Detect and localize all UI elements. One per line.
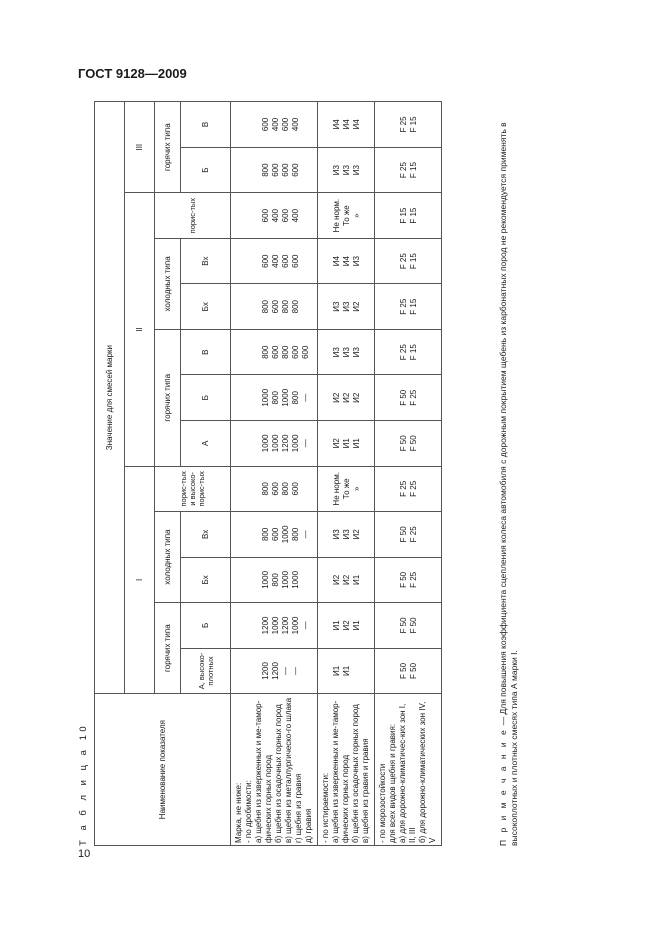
value-entry: И3: [342, 347, 351, 358]
value-entry: И4: [352, 119, 361, 130]
value-cell: [375, 375, 442, 421]
grade-2-cold-header: холодных типа: [155, 238, 181, 329]
indicator-line: - по истираемости:: [321, 772, 330, 843]
value-entry: 1000: [261, 434, 270, 453]
value-cell: [231, 329, 318, 375]
value-entry: И2: [342, 574, 351, 585]
col-a-dense: А, высоко-плотных: [181, 648, 231, 694]
col-a: А: [181, 421, 231, 467]
value-entry: F 25: [409, 571, 418, 588]
value-entry: И3: [332, 529, 341, 540]
value-entry: F 25: [399, 480, 408, 497]
value-cell: [375, 329, 442, 375]
value-entry: 600: [261, 254, 270, 268]
value-cell: [231, 375, 318, 421]
value-entry: 800: [281, 300, 290, 314]
value-entry: 800: [291, 300, 300, 314]
table-row-frost: [375, 102, 442, 846]
value-entry: 1000: [281, 525, 290, 544]
value-entry: 1000: [291, 616, 300, 635]
indicator-header: Наименование показателя: [95, 694, 231, 846]
value-entry: И1: [342, 438, 351, 449]
value-entry: —: [301, 621, 310, 630]
value-cell: [231, 147, 318, 193]
value-entry: 1000: [291, 434, 300, 453]
grade-1-header: I: [125, 466, 155, 694]
value-entry: F 15: [409, 116, 418, 133]
value-entry: И2: [352, 529, 361, 540]
value-entry: И2: [332, 574, 341, 585]
value-entry: И1: [332, 620, 341, 631]
value-entry: —: [291, 666, 300, 675]
value-entry: И1: [352, 438, 361, 449]
value-entry: И2: [352, 392, 361, 403]
value-cell: [318, 648, 375, 694]
indicator-line: а) щебня из изверженных и ме-таморфических горных пород: [254, 700, 273, 843]
value-entry: F 50: [409, 617, 418, 634]
value-entry: »: [352, 486, 361, 492]
value-cell: [318, 421, 375, 467]
value-cell: [318, 284, 375, 330]
table-caption: Т а б л и ц а 10: [78, 722, 89, 846]
grade-3-hot-header: горячих типа: [155, 102, 181, 193]
value-entry: 800: [281, 345, 290, 359]
value-cell: [231, 466, 318, 512]
value-entry: 600: [271, 482, 280, 496]
indicator-line: Марка, не ниже:: [234, 782, 243, 843]
value-entry: То же: [342, 478, 351, 500]
value-entry: Не норм.: [332, 198, 341, 233]
grade-1-hot-header: горячих типа: [155, 603, 181, 694]
value-entry: —: [281, 666, 290, 675]
value-cell: [231, 557, 318, 603]
value-cell: [231, 603, 318, 649]
values-header: Значение для смесей марки: [95, 102, 125, 694]
value-entry: F 25: [409, 389, 418, 406]
value-entry: F 50: [399, 526, 408, 543]
value-cell: [231, 238, 318, 284]
value-entry: И1: [352, 620, 361, 631]
value-cell: [375, 512, 442, 558]
indicator-cell: [318, 694, 375, 846]
value-cell: [375, 648, 442, 694]
value-cell: [375, 421, 442, 467]
value-entry: И3: [352, 347, 361, 358]
rotated-table-page: [78, 88, 538, 858]
value-entry: И4: [342, 119, 351, 130]
value-cell: [318, 375, 375, 421]
value-entry: И4: [332, 119, 341, 130]
value-entry: И1: [352, 574, 361, 585]
indicator-line: б) для дорожно-климатических зон IV, V: [418, 701, 437, 843]
value-entry: F 15: [409, 298, 418, 315]
grade-2-porous-header: порис-тых: [155, 193, 231, 239]
value-cell: [375, 466, 442, 512]
indicator-line: - по дробимости:: [244, 780, 253, 843]
value-entry: F 25: [399, 162, 408, 179]
value-cell: [231, 648, 318, 694]
value-entry: И1: [332, 665, 341, 677]
value-entry: 1000: [271, 434, 280, 453]
value-entry: F 25: [399, 344, 408, 361]
value-entry: F 50: [399, 662, 408, 679]
indicator-line: г) щебня из гравия: [294, 773, 303, 843]
grade-1-cold-header: холодных типа: [155, 512, 181, 603]
value-entry: F 50: [399, 435, 408, 452]
indicator-line: для всех видов щебня и гравия:: [388, 723, 397, 843]
value-cell: [375, 147, 442, 193]
table-note: [498, 101, 520, 846]
value-entry: 400: [271, 254, 280, 268]
value-cell: [231, 284, 318, 330]
value-cell: [318, 466, 375, 512]
value-cell: [318, 102, 375, 148]
value-entry: 1200: [271, 662, 280, 680]
value-entry: 1000: [261, 570, 270, 589]
value-entry: 600: [281, 208, 290, 223]
value-entry: F 15: [409, 162, 418, 179]
value-entry: 600: [281, 254, 290, 268]
value-entry: 1200: [281, 616, 290, 635]
value-entry: 600: [261, 117, 270, 132]
grade-2-hot-header: горячих типа: [155, 329, 181, 466]
value-entry: 800: [271, 573, 280, 587]
value-entry: F 25: [399, 298, 408, 315]
col-vx: Вх: [181, 238, 231, 284]
value-cell: [318, 238, 375, 284]
value-entry: 800: [261, 345, 270, 359]
value-entry: F 15: [409, 253, 418, 270]
value-entry: 1200: [281, 434, 290, 453]
value-entry: И3: [332, 165, 341, 176]
value-entry: —: [301, 439, 310, 448]
col-b: Б: [181, 147, 231, 193]
value-entry: —: [301, 393, 310, 402]
value-entry: И2: [342, 620, 351, 631]
value-entry: И3: [332, 347, 341, 358]
grade-1-porous-header: порис-тых и высоко-порис-тых: [155, 466, 231, 512]
indicator-line: б) щебня из осадочных горных пород: [274, 704, 283, 843]
value-entry: F 50: [399, 617, 408, 634]
value-entry: 1200: [261, 616, 270, 635]
col-v: В: [181, 102, 231, 148]
col-vx: Вх: [181, 512, 231, 558]
value-cell: [375, 603, 442, 649]
indicator-line: в) щебня из гравия и гравия: [361, 738, 370, 843]
value-entry: 600: [281, 117, 290, 132]
value-entry: Не норм.: [332, 472, 341, 506]
document-title: ГОСТ 9128—2009: [78, 66, 187, 81]
value-cell: [231, 102, 318, 148]
col-bx: Бх: [181, 557, 231, 603]
col-v: В: [181, 329, 231, 375]
value-cell: [375, 238, 442, 284]
value-entry: F 15: [409, 207, 418, 224]
note-text: — Для повышения коэффициента сцепления колеса автомобиля с дорожным покрытием щебень из карбонатных пород не рекомендуется применять в высокоплотных и плотных смесях типа А марки I.: [498, 122, 519, 846]
value-entry: 1000: [281, 570, 290, 589]
value-entry: 800: [281, 482, 290, 496]
value-entry: 600: [281, 163, 290, 177]
value-entry: 1000: [291, 570, 300, 589]
value-entry: И3: [332, 301, 341, 312]
value-entry: F 15: [409, 344, 418, 361]
value-entry: 400: [291, 117, 300, 132]
value-entry: И3: [342, 529, 351, 540]
value-entry: F 25: [409, 480, 418, 497]
value-entry: То же: [342, 205, 351, 226]
indicator-line: д) гравия: [304, 808, 313, 843]
value-entry: 600: [271, 300, 280, 314]
indicator-line: а) щебня из изверженных и ме-таморфических горных пород: [331, 700, 350, 843]
value-entry: 600: [271, 527, 280, 542]
indicator-line: в) щебня из металлургическо-го шлака: [284, 697, 293, 843]
table-row-crushability: [231, 102, 318, 846]
value-cell: [231, 512, 318, 558]
value-entry: 600: [291, 254, 300, 268]
value-entry: 600: [291, 163, 300, 177]
value-entry: И2: [332, 392, 341, 403]
value-entry: F 50: [409, 662, 418, 679]
value-cell: [318, 557, 375, 603]
value-cell: [375, 193, 442, 239]
table-row-abrasion: [318, 102, 375, 846]
value-entry: 1200: [261, 662, 270, 680]
value-entry: »: [352, 213, 361, 218]
value-entry: F 50: [399, 389, 408, 406]
value-cell: [375, 284, 442, 330]
value-cell: [318, 603, 375, 649]
value-entry: И1: [342, 665, 351, 677]
value-entry: И3: [352, 165, 361, 176]
value-entry: 600: [291, 345, 300, 359]
value-entry: И3: [352, 256, 361, 267]
value-entry: F 25: [399, 116, 408, 133]
value-cell: [375, 102, 442, 148]
value-cell: [318, 329, 375, 375]
col-b: Б: [181, 603, 231, 649]
col-bx: Бх: [181, 284, 231, 330]
value-entry: F 50: [399, 571, 408, 588]
grade-3-header: III: [125, 102, 155, 193]
value-entry: —: [301, 530, 310, 539]
value-entry: F 15: [399, 207, 408, 224]
value-entry: F 50: [409, 435, 418, 452]
value-entry: И4: [342, 256, 351, 267]
value-entry: 1000: [271, 616, 280, 635]
value-entry: 800: [271, 391, 280, 405]
indicator-cell: [375, 694, 442, 846]
indicator-line: - по морозостойкости: [378, 763, 387, 843]
value-entry: 800: [261, 482, 270, 496]
value-cell: [375, 557, 442, 603]
indicator-cell: [231, 694, 318, 846]
value-entry: 800: [291, 391, 300, 405]
note-label: П р и м е ч а н и е: [498, 727, 508, 846]
value-entry: 400: [271, 117, 280, 132]
value-entry: 600: [301, 345, 310, 359]
value-entry: 600: [291, 482, 300, 496]
page-number: 10: [78, 848, 91, 860]
value-cell: [318, 147, 375, 193]
value-cell: [231, 193, 318, 239]
value-entry: 600: [271, 163, 280, 177]
value-cell: [231, 421, 318, 467]
value-entry: 800: [291, 527, 300, 542]
col-b: Б: [181, 375, 231, 421]
value-entry: 800: [261, 527, 270, 542]
value-entry: F 25: [409, 526, 418, 543]
value-entry: 400: [271, 208, 280, 223]
value-entry: 800: [261, 300, 270, 314]
properties-table: [94, 101, 442, 846]
value-entry: И3: [342, 165, 351, 176]
value-entry: И2: [342, 392, 351, 403]
value-entry: 1000: [261, 388, 270, 407]
value-entry: 600: [261, 208, 270, 223]
value-entry: 400: [291, 208, 300, 223]
value-entry: И2: [332, 438, 341, 449]
value-entry: F 25: [399, 253, 408, 270]
value-cell: [318, 512, 375, 558]
value-entry: 600: [271, 345, 280, 359]
indicator-line: б) щебня из осадочных горных пород: [351, 704, 360, 843]
value-entry: И2: [352, 301, 361, 312]
indicator-line: а) для дорожно-климатичес-ких зон I, II, III: [398, 703, 417, 843]
value-entry: 800: [261, 163, 270, 177]
value-entry: 1000: [281, 388, 290, 407]
value-entry: И4: [332, 256, 341, 267]
value-entry: И3: [342, 301, 351, 312]
value-cell: [318, 193, 375, 239]
grade-2-header: II: [125, 193, 155, 466]
